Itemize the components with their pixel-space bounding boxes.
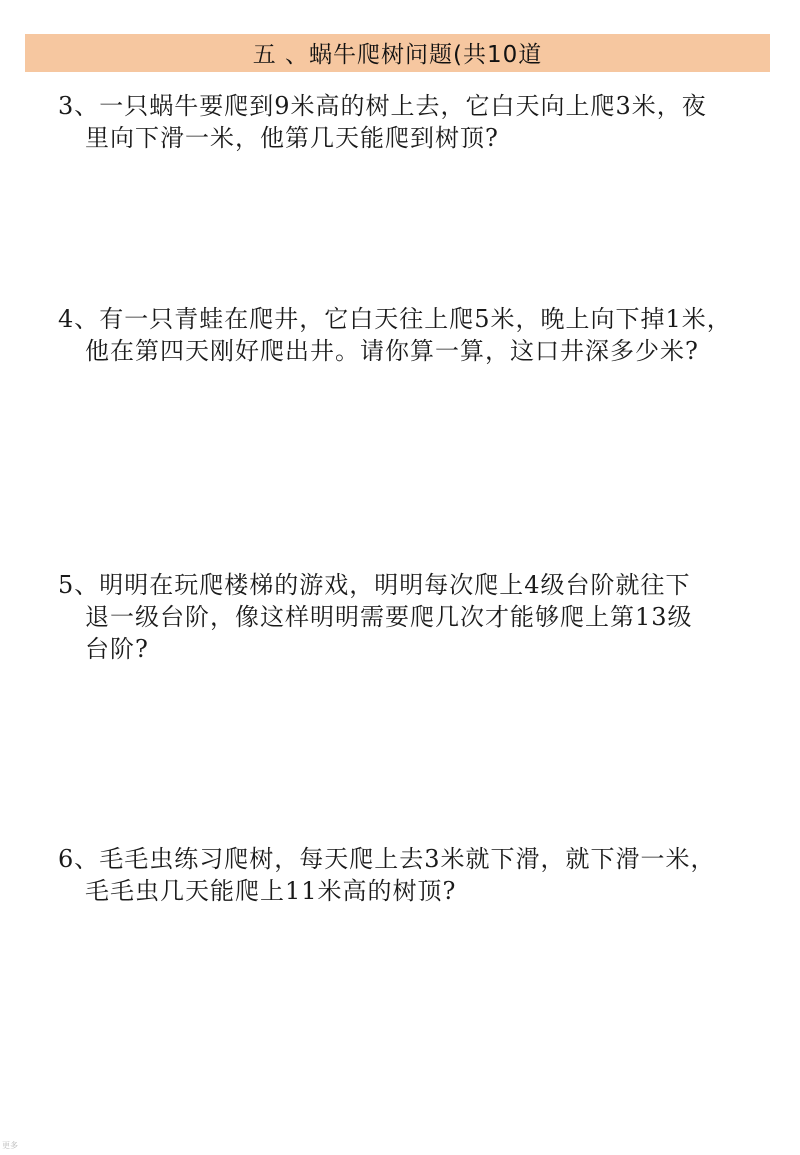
- question-text-line: 退一级台阶，像这样明明需要爬几次才能够爬上第13级: [85, 603, 693, 631]
- question-text-line: 台阶?: [85, 635, 149, 663]
- question-text-line: 6、毛毛虫练习爬树，每天爬上去3米就下滑，就下滑一米，: [58, 845, 716, 873]
- footer-watermark: 更多: [2, 1141, 18, 1150]
- question-text-line: 5、明明在玩爬楼梯的游戏，明明每次爬上4级台阶就往下: [58, 571, 691, 599]
- question-text-line: 3、一只蜗牛要爬到9米高的树上去，它白天向上爬3米，夜: [58, 92, 707, 120]
- section-header-bar: [25, 34, 770, 72]
- question-5: [58, 569, 758, 665]
- question-text-line: 4、有一只青蛙在爬井，它白天往上爬5米，晚上向下掉1米，: [58, 305, 732, 333]
- question-6: [58, 843, 758, 907]
- section-title: 五 、蜗牛爬树问题(共10道: [252, 42, 543, 68]
- question-4: [58, 303, 758, 367]
- question-text-line: 他在第四天刚好爬出井。请你算一算，这口井深多少米?: [85, 337, 699, 365]
- question-text-line: 里向下滑一米，他第几天能爬到树顶?: [85, 124, 499, 152]
- question-text-line: 毛毛虫几天能爬上11米高的树顶?: [85, 877, 457, 905]
- question-3: [58, 90, 758, 154]
